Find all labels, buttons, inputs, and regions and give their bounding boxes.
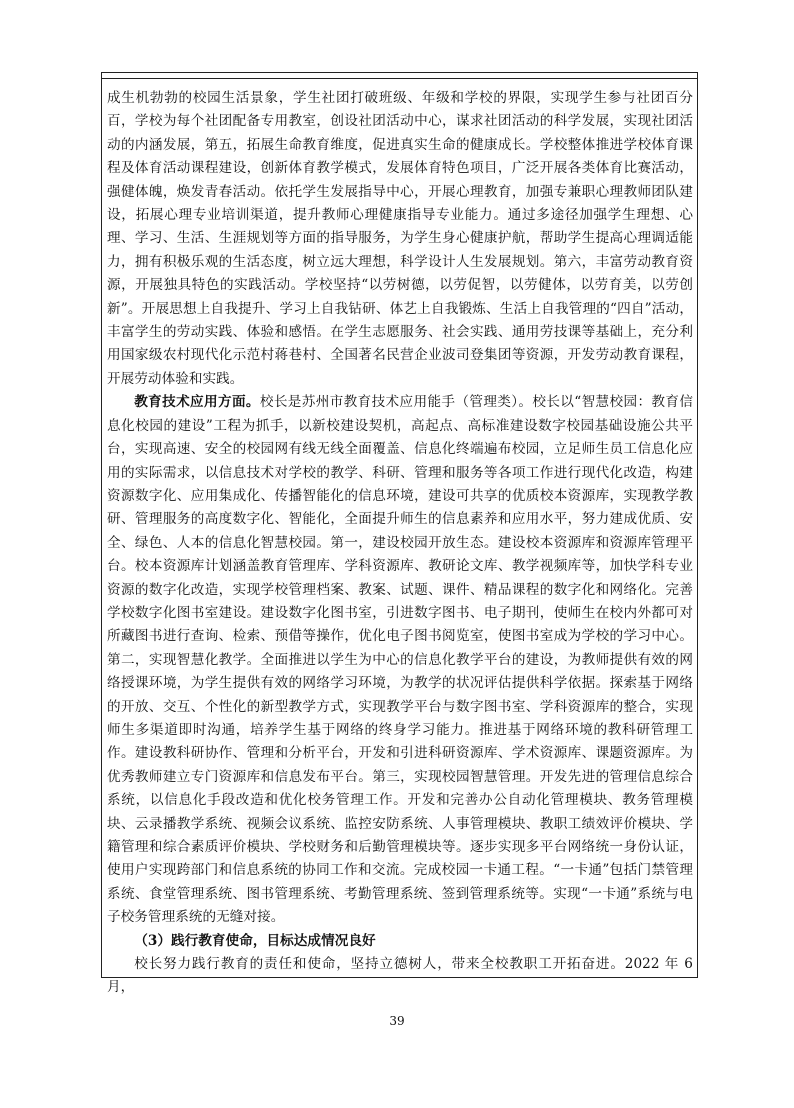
paragraph-education-technology — [107, 391, 693, 929]
paragraph-text: 校长努力践行教育的责任和使命，坚持立德树人，带来全校教职工开拓奋进。2022 年 6 月， — [107, 956, 693, 996]
table-top-rule — [101, 78, 698, 79]
document-body — [107, 87, 693, 1000]
paragraph-student-life — [107, 87, 693, 391]
page-number: 39 — [389, 1014, 405, 1028]
paragraph-mission — [107, 953, 693, 1000]
paragraph-text: 成生机勃勃的校园生活景象，学生社团打破班级、年级和学校的界限，实现学生参与社团百分百，学校为每个社团配备专用教室，创设社团活动中心，谋求社团活动的科学发展，实现社团活动的内涵发展，第五，拓展生命教育维度，促进真实生命的健康成长。学校整体推进学校体育课程及体育活动课程建设，创新体育教学模式，发展体育特色项目，广泛开展各类体育比赛活动，强健体魄，焕发青春活动。依托学生发展指导中心，开展心理教育，加强专兼职心理教师团队建设，拓展心理专业培训渠道，提升教师心理健康指导专业能力。通过多途径加强学生理想、心理、学习、生活、生涯规划等方面的指导服务，为学生身心健康护航，帮助学生提高心理调适能力，拥有积极乐观的生活态度，树立远大理想，科学设计人生发展规划。第六，丰富劳动教育资源，开展独具特色的实践活动。学校坚持“以劳树德，以劳促智，以劳健体，以劳育美，以劳创新”。开展思想上自我提升、学习上自我钻研、体艺上自我锻炼、生活上自我管理的“四自”活动，丰富学生的劳动实践、体验和感悟。在学生志愿服务、社会实践、通用劳技课等基础上，充分利用国家级农村现代化示范村蒋巷村、全国著名民营企业波司登集团等资源，开发劳动教育课程，开展劳动体验和实践。 — [107, 90, 693, 387]
paragraph-text: 校长是苏州市教育技术应用能手（管理类）。校长以“智慧校园：教育信息化校园的建设”工程为抓手，以新校建设契机，高起点、高标准建设数字校园基础设施公共平台，实现高速、安全的校园网有线无线全面覆盖、信息化终端遍布校园，立足师生员工信息化应用的实际需求，以信息技术对学校的教学、科研、管理和服务等各项工作进行现代化改造，构建资源数字化、应用集成化、传播智能化的信息环境，建设可共享的优质校本资源库，实现教学教研、管理服务的高度数字化、智能化，全面提升师生的信息素养和应用水平，努力建成优质、安全、绿色、人本的信息化智慧校园。第一，建设校园开放生态。建设校本资源库和资源库管理平台。校本资源库计划涵盖教育管理库、学科资源库、教研论文库、教学视频库等，加快学科专业资源的数字化改造，实现学校管理档案、教案、试题、课件、精品课程的数字化和网络化。完善学校数字化图书室建设。建设数字化图书室，引进数字图书、电子期刊，使师生在校内外都可对所藏图书进行查询、检索、预借等操作，优化电子图书阅览室，使图书室成为学校的学习中心。第二，实现智慧化教学。全面推进以学生为中心的信息化教学平台的建设，为教师提供有效的网络授课环境，为学生提供有效的网络学习环境，为教学的状况评估提供科学依据。探索基于网络的开放、交互、个性化的新型教学方式，实现教学平台与数字图书室、学科资源库的整合，实现师生多渠道即时沟通，培养学生基于网络的终身学习能力。推进基于网络环境的教科研管理工作。建设教科研协作、管理和分析平台，开发和引进科研资源库、学术资源库、课题资源库。为优秀教师建立专门资源库和信息发布平台。第三，实现校园智慧管理。开发先进的管理信息综合系统，以信息化手段改造和优化校务管理工作。开发和完善办公自动化管理模块、教务管理模块、云录播教学系统、视频会议系统、监控安防系统、人事管理模块、教职工绩效评价模块、学籍管理和综合素质评价模块、学校财务和后勤管理模块等。逐步实现多平台网络统一身份认证，使用户实现跨部门和信息系统的协同工作和交流。完成校园一卡通工程。“一卡通”包括门禁管理系统、食堂管理系统、图书管理系统、考勤管理系统、签到管理系统等。实现“一卡通”系统与电子校务管理系统的无缝对接。 — [107, 394, 693, 926]
paragraph-lead: 教育技术应用方面。 — [134, 394, 260, 411]
section-heading: （3）践行教育使命，目标达成情况良好 — [134, 932, 376, 949]
